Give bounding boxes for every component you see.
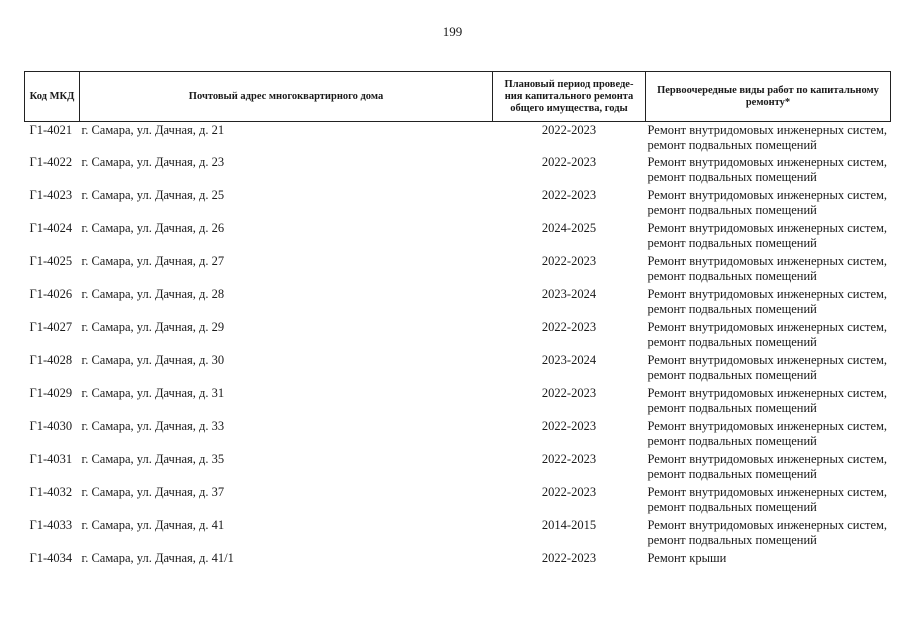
row-code: Г1-4033 — [29, 517, 73, 532]
header-address: Почтовый адрес многоквартирного дома — [80, 72, 493, 122]
row-address: г. Самара, ул. Дачная, д. 21 — [81, 123, 225, 137]
row-code: Г1-4034 — [29, 550, 73, 565]
row-work — [646, 518, 891, 551]
table-row — [25, 485, 891, 518]
row-work — [646, 386, 891, 419]
row-address: г. Самара, ул. Дачная, д. 23 — [81, 154, 225, 169]
table-row — [25, 254, 891, 287]
row-period: 2022-2023 — [541, 253, 597, 268]
table-row — [25, 452, 891, 485]
row-code: Г1-4028 — [29, 352, 73, 367]
row-work-line1: Ремонт внутридомовых инженерных систем, — [647, 418, 888, 433]
row-address: г. Самара, ул. Дачная, д. 37 — [81, 484, 225, 499]
row-period: 2022-2023 — [541, 187, 597, 202]
row-work-line1: Ремонт внутридомовых инженерных систем, — [647, 451, 888, 466]
row-period: 2023-2024 — [541, 352, 597, 367]
row-work-line2: ремонт подвальных помещений — [647, 138, 817, 152]
row-work — [646, 122, 891, 155]
row-code: Г1-4024 — [29, 220, 73, 235]
row-work-line1: Ремонт внутридомовых инженерных систем, — [647, 484, 888, 499]
table-row — [25, 287, 891, 320]
table-row — [25, 155, 891, 188]
row-work-line1: Ремонт внутридомовых инженерных систем, — [647, 187, 888, 202]
row-period: 2022-2023 — [541, 451, 597, 466]
row-work-line1: Ремонт внутридомовых инженерных систем, — [647, 253, 888, 268]
header-work: Первоочередные виды работ по капитальному ремонту* — [646, 72, 891, 122]
row-work-line2: ремонт подвальных помещений — [647, 433, 817, 448]
table-row — [25, 353, 891, 386]
row-work-line1: Ремонт внутридомовых инженерных систем, — [647, 352, 888, 367]
row-work — [646, 254, 891, 287]
row-address: г. Самара, ул. Дачная, д. 27 — [81, 253, 225, 268]
table-body — [25, 122, 891, 584]
table-row — [25, 122, 891, 155]
row-work-line1: Ремонт внутридомовых инженерных систем, — [647, 154, 888, 169]
table-row — [25, 320, 891, 353]
row-work — [646, 188, 891, 221]
capital-repair-table — [24, 71, 891, 584]
row-address: г. Самара, ул. Дачная, д. 28 — [81, 286, 225, 301]
table-row — [25, 221, 891, 254]
table-row — [25, 518, 891, 551]
row-address: г. Самара, ул. Дачная, д. 35 — [81, 451, 225, 466]
table-row — [25, 551, 891, 584]
row-work — [646, 485, 891, 518]
row-work-line2: ремонт подвальных помещений — [647, 202, 817, 217]
row-period: 2022-2023 — [541, 123, 597, 137]
row-code: Г1-4027 — [29, 319, 73, 334]
row-period: 2022-2023 — [541, 154, 597, 169]
row-work-line2: ремонт подвальных помещений — [647, 334, 817, 349]
row-address: г. Самара, ул. Дачная, д. 41 — [81, 517, 225, 532]
row-work-line2: ремонт подвальных помещений — [647, 301, 817, 316]
row-address: г. Самара, ул. Дачная, д. 25 — [81, 187, 225, 202]
row-work — [646, 155, 891, 188]
row-code: Г1-4030 — [29, 418, 73, 433]
row-period: 2023-2024 — [541, 286, 597, 301]
row-work-line2: ремонт подвальных помещений — [647, 400, 817, 415]
row-work-line2: ремонт подвальных помещений — [647, 532, 817, 547]
row-work — [646, 353, 891, 386]
header-period: Плановый период проведе-ния капитального ремонта общего имущества, годы — [493, 72, 646, 122]
row-work-line1: Ремонт внутридомовых инженерных систем, — [647, 220, 888, 235]
row-work-line2: ремонт подвальных помещений — [647, 466, 817, 481]
table-row — [25, 419, 891, 452]
row-address: г. Самара, ул. Дачная, д. 41/1 — [81, 550, 234, 565]
row-code: Г1-4031 — [29, 451, 73, 466]
row-address: г. Самара, ул. Дачная, д. 30 — [81, 352, 225, 367]
row-period: 2022-2023 — [541, 484, 597, 499]
row-work — [646, 221, 891, 254]
row-work — [646, 287, 891, 320]
header-code: Код МКД — [25, 72, 80, 122]
row-address: г. Самара, ул. Дачная, д. 29 — [81, 319, 225, 334]
table-header — [25, 72, 891, 122]
row-period: 2022-2023 — [541, 319, 597, 334]
row-work-line1: Ремонт внутридомовых инженерных систем, — [647, 286, 888, 301]
row-code: Г1-4025 — [29, 253, 73, 268]
row-work-line2: ремонт подвальных помещений — [647, 169, 817, 184]
page-number: 199 — [442, 24, 463, 39]
row-code: Г1-4021 — [29, 123, 73, 137]
row-work-line1: Ремонт внутридомовых инженерных систем, — [647, 517, 888, 532]
row-work-line1: Ремонт внутридомовых инженерных систем, — [647, 319, 888, 334]
row-code: Г1-4026 — [29, 286, 73, 301]
row-work — [646, 551, 891, 584]
row-address: г. Самара, ул. Дачная, д. 33 — [81, 418, 225, 433]
row-code: Г1-4029 — [29, 385, 73, 400]
row-work-line2: ремонт подвальных помещений — [647, 235, 817, 250]
row-code: Г1-4032 — [29, 484, 73, 499]
header-row — [25, 72, 891, 122]
row-work-line1: Ремонт внутридомовых инженерных систем, — [647, 123, 888, 137]
row-period: 2022-2023 — [541, 385, 597, 400]
row-work-line1: Ремонт крыши — [647, 550, 727, 565]
row-period: 2024-2025 — [541, 220, 597, 235]
table-row — [25, 386, 891, 419]
row-work — [646, 452, 891, 485]
row-work-line1: Ремонт внутридомовых инженерных систем, — [647, 385, 888, 400]
row-work-line2: ремонт подвальных помещений — [647, 268, 817, 283]
row-code: Г1-4022 — [29, 154, 73, 169]
row-period: 2022-2023 — [541, 418, 597, 433]
row-period: 2022-2023 — [541, 550, 597, 565]
row-address: г. Самара, ул. Дачная, д. 31 — [81, 385, 225, 400]
row-period: 2014-2015 — [541, 517, 597, 532]
row-address: г. Самара, ул. Дачная, д. 26 — [81, 220, 225, 235]
row-work-line2: ремонт подвальных помещений — [647, 367, 817, 382]
table-row — [25, 188, 891, 221]
row-work — [646, 320, 891, 353]
row-work — [646, 419, 891, 452]
row-work-line2: ремонт подвальных помещений — [647, 499, 817, 514]
row-code: Г1-4023 — [29, 187, 73, 202]
